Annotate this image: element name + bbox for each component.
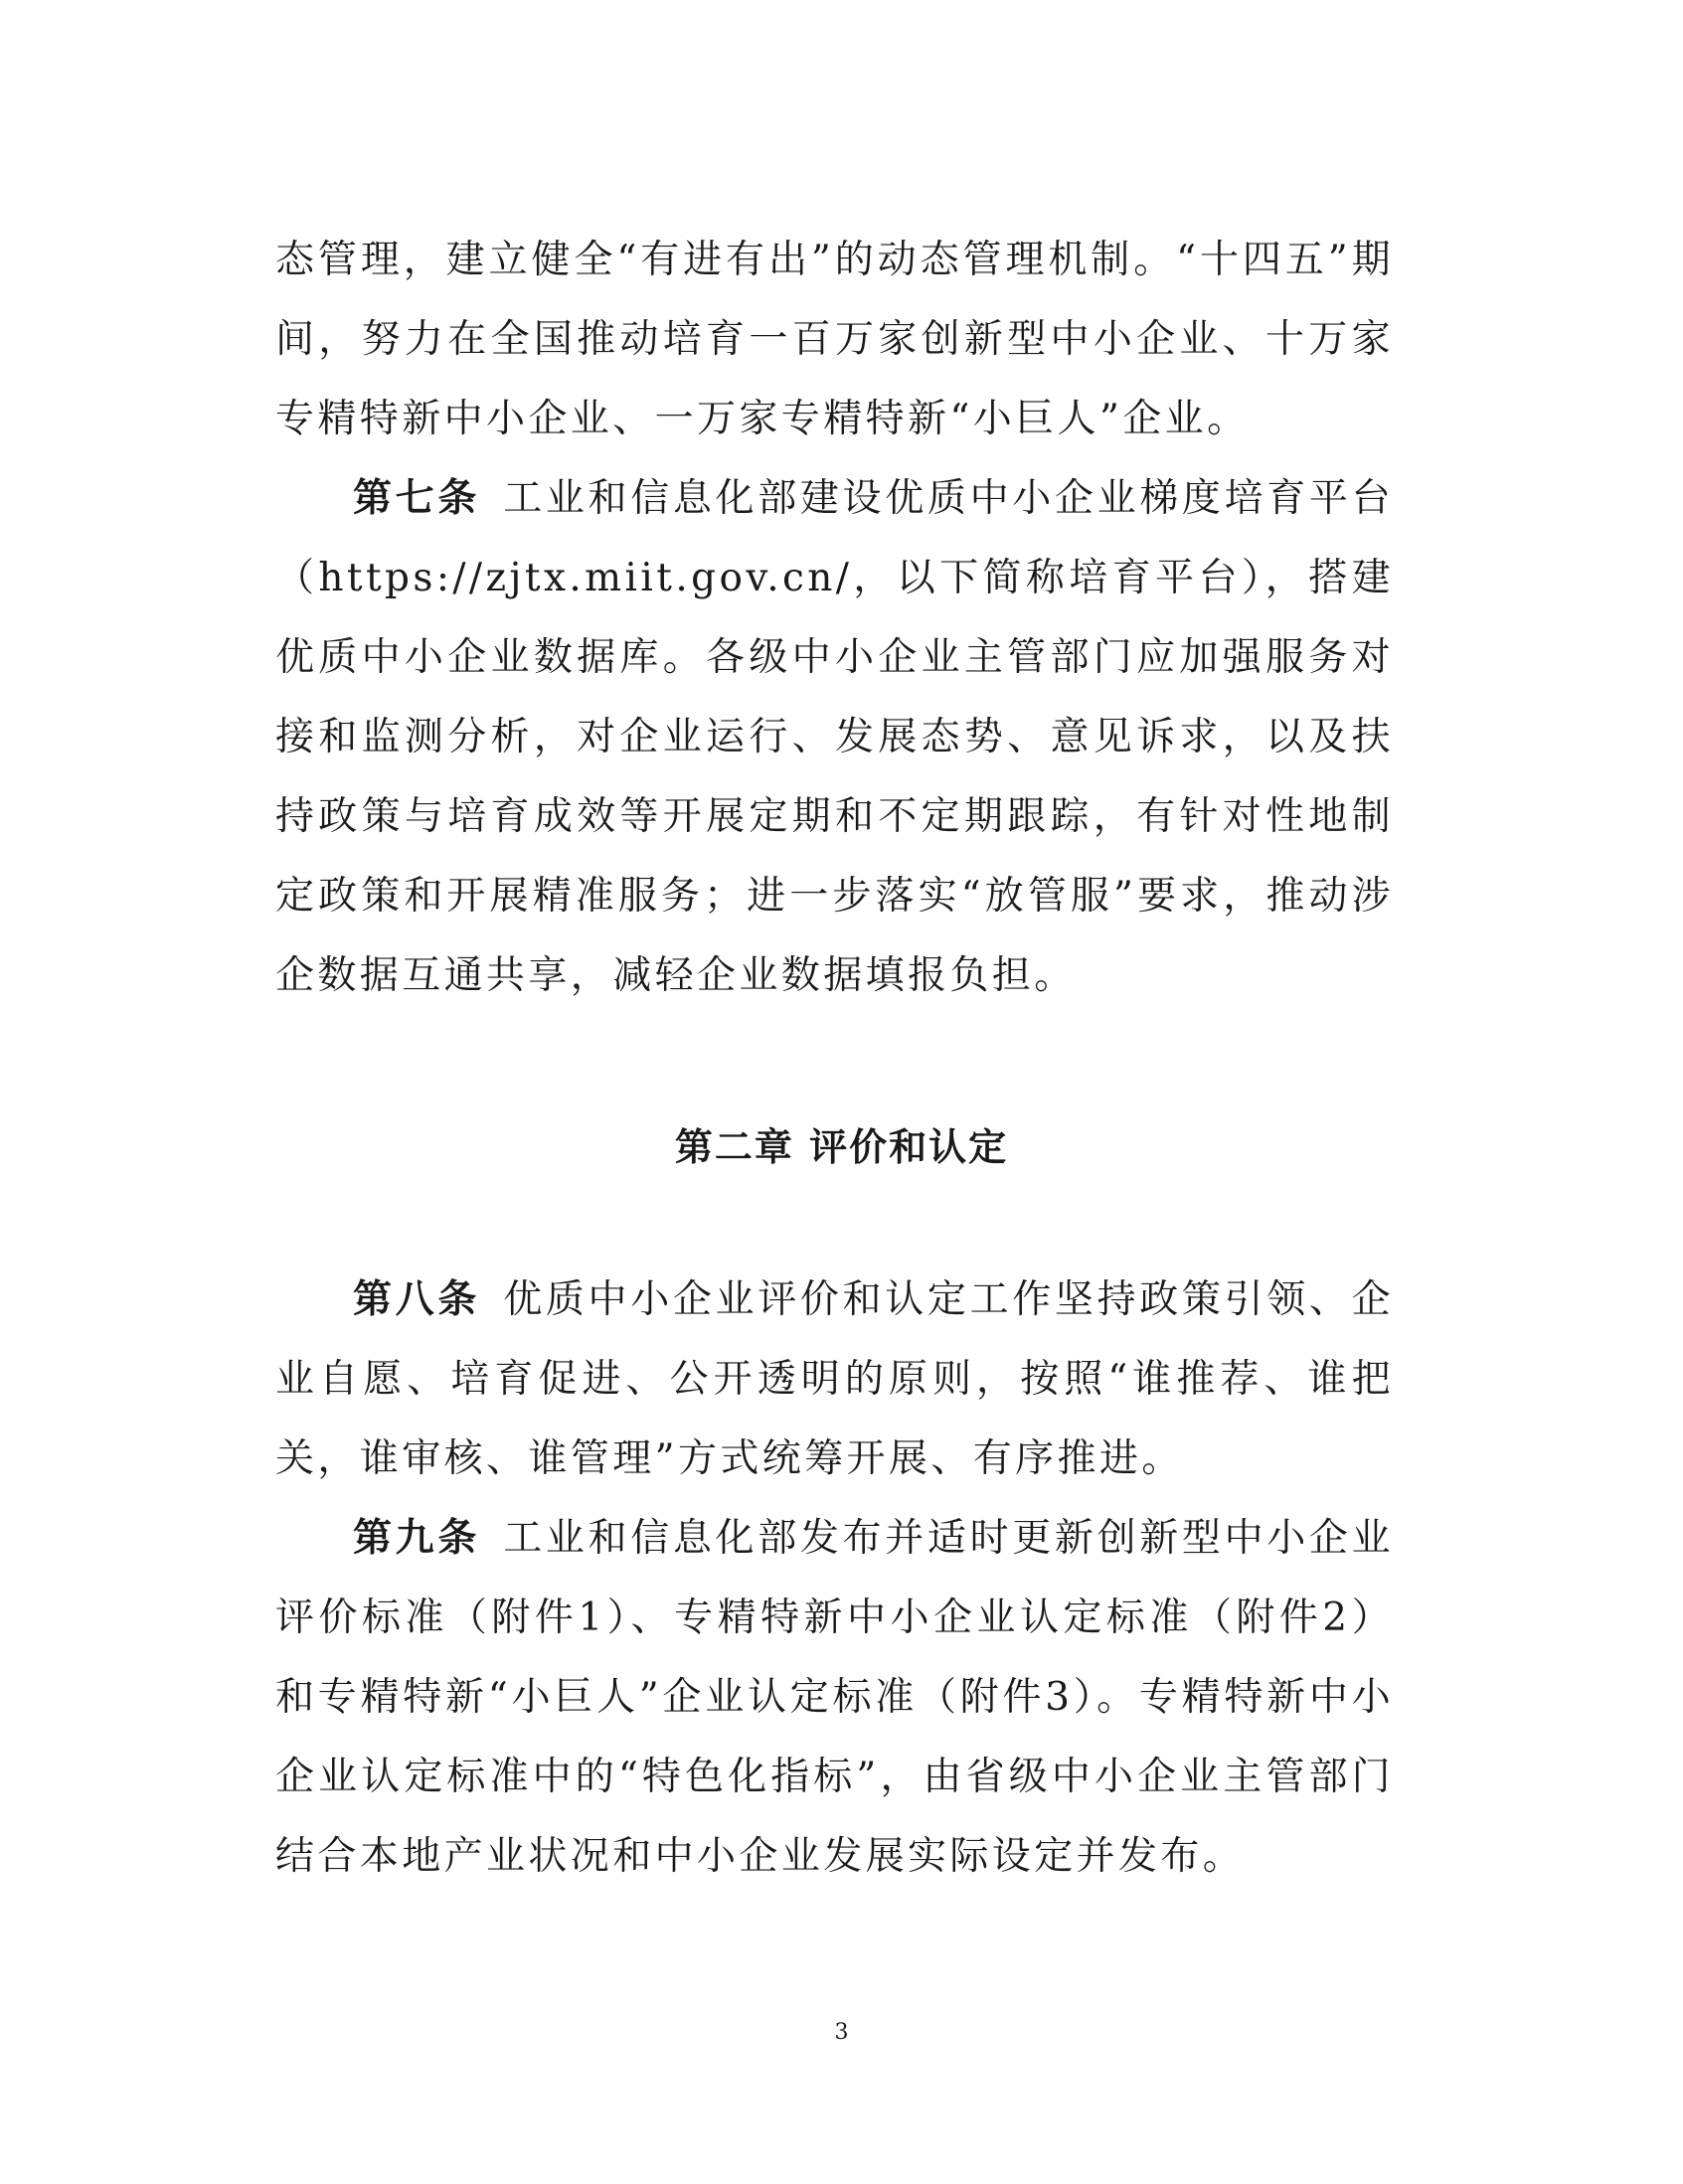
paragraph-article-7 xyxy=(275,459,1394,1016)
paragraph-article-8 xyxy=(275,1260,1394,1499)
paragraph-continuation xyxy=(275,221,1394,459)
paragraph-article-9 xyxy=(275,1499,1394,1897)
page-number: 3 xyxy=(834,2020,849,2045)
paragraph-text: 优质中小企业评价和认定工作坚持政策引领、企业自愿、培育促进、公开透明的原则，按照“谁推荐、谁把关，谁审核、谁管理”方式统筹开展、有序推进。 xyxy=(275,1277,1394,1481)
article-number: 第七条 xyxy=(353,476,481,521)
text-block-bottom xyxy=(275,1260,1394,1897)
paragraph-text: 工业和信息化部建设优质中小企业梯度培育平台（https://zjtx.miit.gov.cn/，以下简称培育平台），搭建优质中小企业数据库。各级中小企业主管部门应加强服务对接和监测分析，对企业运行、发展态势、意见诉求，以及扶持政策与培育成效等开展定期和不定期跟踪，有针对性地制定政策和开展精准服务；进一步落实“放管服”要求，推动涉企数据互通共享，减轻企业数据填报负担。 xyxy=(275,476,1394,998)
paragraph-text: 态管理，建立健全“有进有出”的动态管理机制。“十四五”期间，努力在全国推动培育一百万家创新型中小企业、十万家专精特新中小企业、一万家专精特新“小巨人”企业。 xyxy=(275,238,1394,441)
paragraph-text: 工业和信息化部发布并适时更新创新型中小企业评价标准（附件1）、专精特新中小企业认定标准（附件2）和专精特新“小巨人”企业认定标准（附件3）。专精特新中小企业认定标准中的“特色化指标”，由省级中小企业主管部门结合本地产业状况和中小企业发展实际设定并发布。 xyxy=(275,1516,1394,1879)
article-number: 第九条 xyxy=(353,1516,481,1561)
article-number: 第八条 xyxy=(353,1277,481,1322)
chapter-heading: 第二章 评价和认定 xyxy=(674,1125,1009,1169)
text-block-top xyxy=(275,221,1394,1016)
